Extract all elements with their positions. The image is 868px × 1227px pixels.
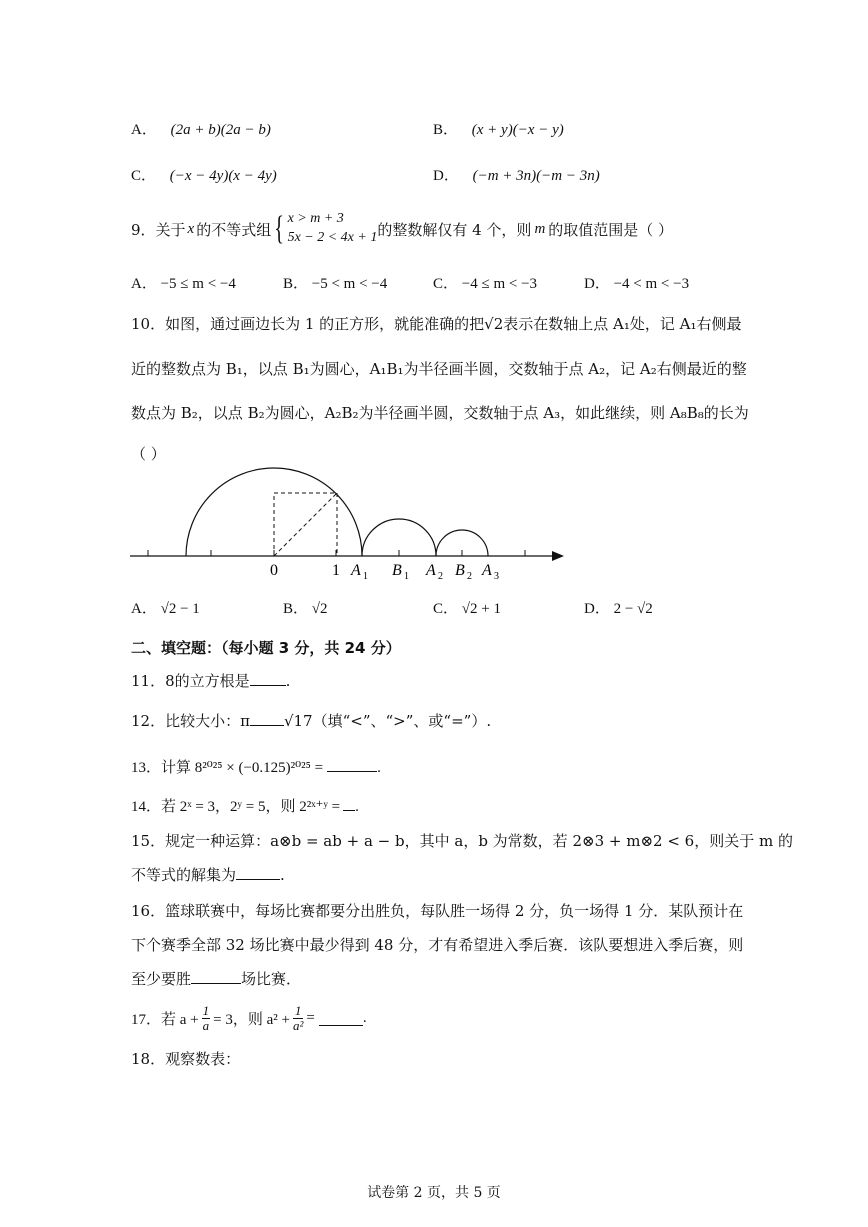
- q9-suffix-b: 的取值范围是（ ）: [548, 220, 674, 239]
- q11-text: 11．8的立方根是: [131, 672, 250, 690]
- q8-option-d: [433, 164, 600, 185]
- q9-option-d: D． −4 < m < −3: [584, 276, 690, 292]
- answer-blank: [250, 711, 284, 726]
- fraction-denominator: a²: [292, 1017, 304, 1033]
- q17-end: .: [362, 1009, 367, 1026]
- q17-mid: = 3，则 a² +: [213, 1011, 290, 1028]
- option-expression: (x + y)(−x − y): [471, 122, 564, 138]
- option-label: B．: [433, 122, 459, 138]
- q16-line-2: 下个赛季全部 32 场比赛中最少得到 48 分，才有希望进入季后赛．该队要想进入季后赛，则: [131, 936, 744, 954]
- q9-var-m: m: [534, 220, 546, 237]
- q8-option-c: [131, 164, 277, 185]
- q15-end: .: [280, 866, 285, 884]
- q9-suffix-a: 的整数解仅有 4 个，则: [377, 220, 532, 239]
- section-title: 二、填空题：（每小题 3 分，共 24 分）: [131, 639, 401, 657]
- label-a2: A: [426, 562, 436, 579]
- fraction-numerator: 1: [294, 1002, 302, 1018]
- q8-option-a: [131, 118, 271, 139]
- q10-line-1: 10．如图，通过画边长为 1 的正方形，就能准确的把√2表示在数轴上点 A₁处，记 A₁右侧最: [131, 315, 742, 333]
- label-0: 0: [270, 562, 278, 579]
- q12: [131, 710, 491, 731]
- option-expression: (−m + 3n)(−m − 3n): [472, 168, 600, 184]
- q17-prefix: 17．若 a +: [131, 1011, 199, 1028]
- answer-blank: [319, 1011, 363, 1026]
- q14-end: .: [355, 799, 359, 815]
- q10-option-c: C． √2 + 1: [433, 601, 501, 617]
- label-a1: A: [351, 562, 361, 579]
- page-footer: 试卷第 2 页，共 5 页: [367, 1185, 501, 1201]
- label-b2-sub: 2: [467, 571, 472, 582]
- q10-option-d: D． 2 − √2: [584, 601, 653, 617]
- fraction-numerator: 1: [202, 1002, 210, 1018]
- option-label: D．: [433, 168, 459, 184]
- label-b2: B: [455, 562, 465, 579]
- q9-stem: [131, 204, 673, 254]
- fraction-1-over-a-squared: [293, 1004, 303, 1032]
- fraction-1-over-a: [202, 1004, 211, 1032]
- q13: [131, 756, 381, 777]
- q15-line-2: [131, 864, 285, 885]
- q10-option-a: A． √2 − 1: [131, 601, 200, 617]
- q14-text: 14．若 2ˣ = 3，2ʸ = 5，则 2²ˣ⁺ʸ =: [131, 799, 341, 815]
- q9-option-c: C． −4 ≤ m < −3: [433, 276, 538, 292]
- q10-line-3: 数点为 B₂，以点 B₂为圆心，A₂B₂为半径画半圆，交数轴于点 A₃，如此继续，则 A₈B₈的长为: [131, 404, 749, 422]
- square-diagonal: [274, 493, 337, 556]
- q14: [131, 795, 359, 816]
- q10-line-4: （ ）: [131, 445, 166, 463]
- label-1: 1: [332, 562, 340, 579]
- inequality-2: 5x − 2 < 4x + 1: [287, 230, 378, 245]
- q13-text: 13．计算 8²⁰²⁵ × (−0.125)²⁰²⁵ =: [131, 760, 324, 776]
- q17: [131, 998, 367, 1038]
- fraction-denominator: a: [202, 1017, 210, 1033]
- q16-text-b: 场比赛．: [241, 970, 302, 988]
- q9-prefix: 9．关于: [131, 220, 186, 239]
- q16-text-a: 至少要胜: [131, 970, 192, 988]
- q11: [131, 670, 290, 691]
- answer-blank: [343, 796, 355, 811]
- inequality-1: x > m + 3: [287, 211, 344, 227]
- q12-after: √17（填“<”、“>”、或“=”）.: [283, 712, 492, 730]
- q10-line-2: 近的整数点为 B₁，以点 B₁为圆心，A₁B₁为半径画半圆，交数轴于点 A₂，记 A₂右侧最近的整: [131, 360, 747, 378]
- label-b1: B: [392, 562, 402, 579]
- q16-line-1: 16．篮球联赛中，每场比赛都要分出胜负，每队胜一场得 2 分，负一场得 1 分．某队预计在: [131, 902, 744, 920]
- q8-option-b: [433, 118, 564, 139]
- q13-end: .: [377, 760, 381, 776]
- answer-blank: [327, 757, 377, 772]
- q9-option-a: A． −5 ≤ m < −4: [131, 276, 236, 292]
- system-brace: {: [274, 210, 285, 247]
- label-a1-sub: 1: [363, 571, 368, 582]
- axis-arrow: [552, 551, 564, 561]
- q9-option-b: B． −5 < m < −4: [283, 276, 388, 292]
- number-line-figure: [120, 460, 580, 585]
- q11-end: .: [285, 672, 291, 690]
- option-label: A．: [131, 122, 157, 138]
- label-a3-sub: 3: [494, 571, 499, 582]
- q9-var-x: x: [187, 220, 195, 237]
- q16-line-3: [131, 968, 301, 989]
- label-a3: A: [482, 562, 492, 579]
- option-expression: (−x − 4y)(x − 4y): [169, 168, 277, 184]
- answer-blank: [236, 865, 280, 880]
- q15-text: 不等式的解集为: [131, 866, 237, 884]
- q10-option-b: B． √2: [283, 601, 328, 617]
- inequality-system: [288, 210, 378, 248]
- q9-mid: 的不等式组: [196, 220, 272, 239]
- q12-text: 12．比较大小：π: [131, 712, 250, 730]
- q15-line-1: 15．规定一种运算：a⊗b = ab + a − b，其中 a，b 为常数，若 2⊗3 + m⊗2 < 6，则关于 m 的: [131, 832, 793, 850]
- option-expression: (2a + b)(2a − b): [170, 122, 271, 138]
- label-b1-sub: 1: [404, 571, 409, 582]
- q17-suffix: =: [306, 1009, 315, 1026]
- q18: 18．观察数表：: [131, 1050, 241, 1068]
- option-label: C．: [131, 168, 157, 184]
- label-a2-sub: 2: [438, 571, 443, 582]
- answer-blank: [250, 671, 286, 686]
- answer-blank: [191, 969, 241, 984]
